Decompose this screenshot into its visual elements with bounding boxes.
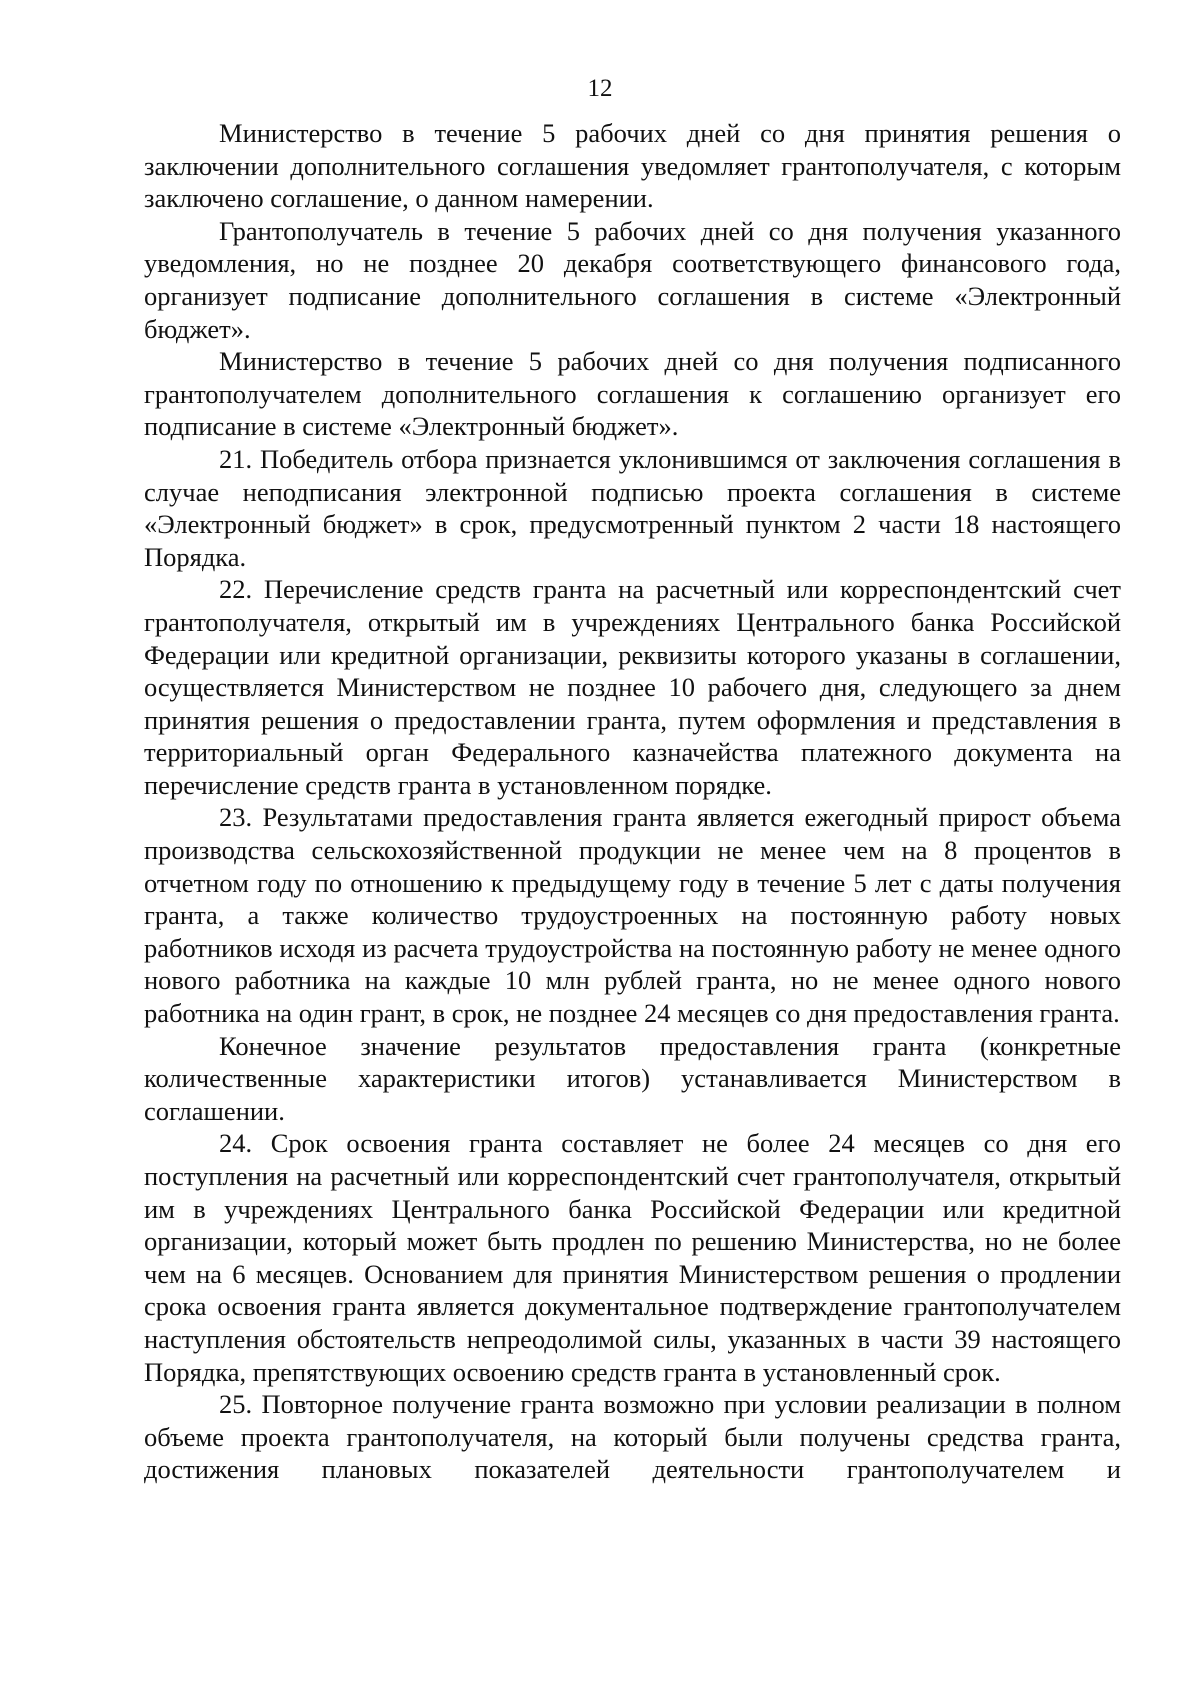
- paragraph-ministry-notice: Министерство в течение 5 рабочих дней со дня принятия решения о заключении дополнительного соглашения уведомляет грантополучателя, с которым заключено соглашение, о данном намерении.: [144, 118, 1121, 214]
- paragraph-item-24: 24. Срок освоения гранта составляет не более 24 месяцев со дня его поступления на расчетный или корреспондентский счет грантополучателя, открытый им в учреждениях Центрального банка Российской Федерации или кредитной организации, который может быть продлен по решению Министерства, но не более чем на 6 месяцев. Основанием для принятия Министерством решения о продлении срока освоения гранта является документальное подтверждение грантополучателем наступления обстоятельств непреодолимой силы, указанных в части 39 настоящего Порядка, препятствующих освоению средств гранта в установленный срок.: [144, 1128, 1121, 1387]
- paragraph-item-22: 22. Перечисление средств гранта на расчетный или корреспондентский счет грантополучателя, открытый им в учреждениях Центрального банка Российской Федерации или кредитной организации, реквизиты которого указаны в соглашении, осуществляется Министерством не позднее 10 рабочего дня, следующего за днем принятия решения о предоставлении гранта, путем оформления и представления в территориальный орган Федерального казначейства платежного документа на перечисление средств гранта в установленном порядке.: [144, 574, 1121, 800]
- paragraph-item-21: 21. Победитель отбора признается уклонившимся от заключения соглашения в случае неподписания электронной подписью проекта соглашения в системе «Электронный бюджет» в срок, предусмотренный пунктом 2 части 18 настоящего Порядка.: [144, 443, 1121, 572]
- paragraph-item-25: 25. Повторное получение гранта возможно при условии реализации в полном объеме проекта грантополучателя, на который были получены средства гранта, достижения плановых показателей деятельности грантополучателем и: [144, 1389, 1121, 1485]
- page-number: 12: [587, 75, 613, 102]
- paragraph-ministry-signing: Министерство в течение 5 рабочих дней со дня получения подписанного грантополучателем дополнительного соглашения к соглашению организует его подписание в системе «Электронный бюджет».: [144, 346, 1121, 442]
- paragraph-item-23: 23. Результатами предоставления гранта является ежегодный прирост объема производства сельскохозяйственной продукции не менее чем на 8 процентов в отчетном году по отношению к предыдущему году в течение 5 лет с даты получения гранта, а также количество трудоустроенных на постоянную работу новых работников исходя из расчета трудоустройства на постоянную работу не менее одного нового работника на каждые 10 млн рублей гранта, но не менее одного нового работника на один грант, в срок, не позднее 24 месяцев со дня предоставления гранта.: [144, 802, 1121, 1029]
- paragraph-results-final-value: Конечное значение результатов предоставления гранта (конкретные количественные характеристики итогов) устанавливается Министерством в соглашении.: [144, 1030, 1121, 1126]
- document-body: [144, 117, 1121, 1486]
- paragraph-grantee-signing: Грантополучатель в течение 5 рабочих дней со дня получения указанного уведомления, но не позднее 20 декабря соответствующего финансового года, организует подписание дополнительного соглашения в системе «Электронный бюджет».: [144, 215, 1121, 344]
